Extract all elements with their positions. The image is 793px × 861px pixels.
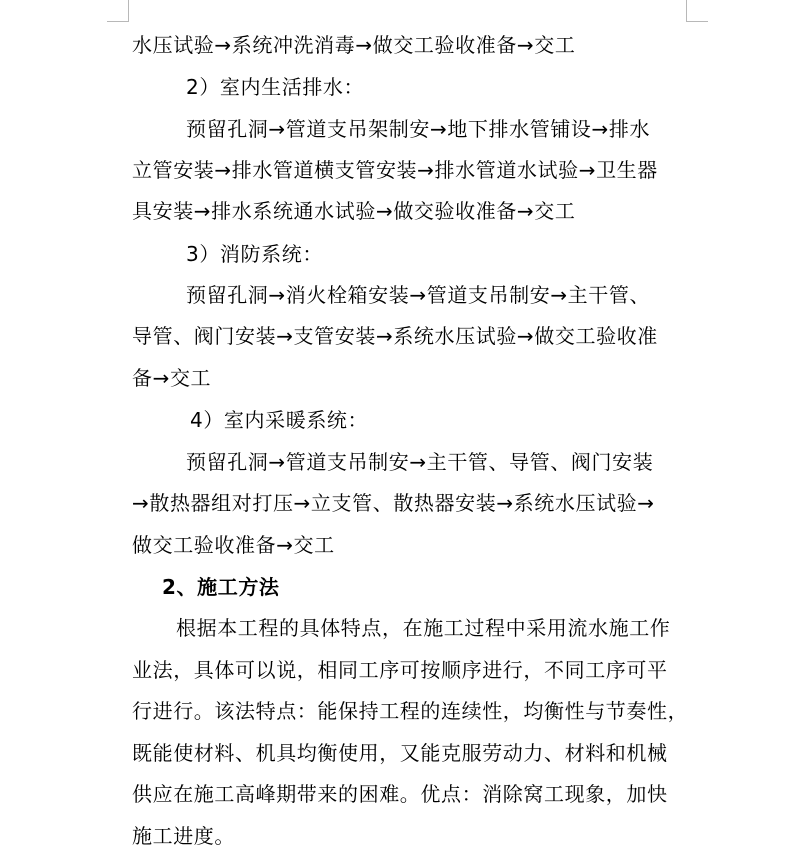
subheading-indoor-drainage: 2）室内生活排水： bbox=[186, 75, 365, 99]
paragraph-line: 业法，具体可以说，相同工序可按顺序进行，不同工序可平 bbox=[132, 658, 668, 682]
paragraph-line: 施工进度。 bbox=[132, 824, 235, 848]
paragraph-line: 预留孔洞→管道支吊架制安→地下排水管铺设→排水 bbox=[186, 117, 651, 141]
crop-mark-top-left-horizontal bbox=[107, 21, 129, 22]
crop-mark-top-right-vertical bbox=[686, 0, 687, 22]
paragraph-line: 立管安装→排水管道横支管安装→排水管道水试验→卫生器 bbox=[132, 158, 658, 182]
paragraph-line: 根据本工程的具体特点，在施工过程中采用流水施工作 bbox=[176, 616, 671, 640]
paragraph-line: 预留孔洞→管道支吊制安→主干管、导管、阀门安装 bbox=[186, 450, 654, 474]
section-heading-construction-method: 2、施工方法 bbox=[162, 575, 280, 599]
paragraph-line: 具安装→排水系统通水试验→做交验收准备→交工 bbox=[132, 199, 576, 223]
subheading-indoor-heating: 4）室内采暖系统： bbox=[190, 408, 369, 432]
paragraph-line: 导管、阀门安装→支管安装→系统水压试验→做交工验收准 bbox=[132, 324, 658, 348]
crop-mark-top-right-horizontal bbox=[686, 21, 708, 22]
paragraph-line: 水压试验→系统冲洗消毒→做交工验收准备→交工 bbox=[132, 33, 576, 57]
paragraph-line: 做交工验收准备→交工 bbox=[132, 533, 335, 557]
paragraph-line: →散热器组对打压→立支管、散热器安装→系统水压试验→ bbox=[132, 491, 655, 515]
paragraph-line: 备→交工 bbox=[132, 366, 212, 390]
paragraph-line: 供应在施工高峰期带来的困难。优点：消除窝工现象，加快 bbox=[132, 782, 668, 806]
subheading-fire-protection: 3）消防系统： bbox=[186, 242, 323, 266]
crop-mark-top-left-vertical bbox=[128, 0, 129, 22]
paragraph-line: 预留孔洞→消火栓箱安装→管道支吊制安→主干管、 bbox=[186, 283, 651, 307]
paragraph-line: 行进行。该法特点：能保持工程的连续性，均衡性与节奏性， bbox=[132, 699, 689, 723]
paragraph-line: 既能使材料、机具均衡使用，又能克服劳动力、材料和机械 bbox=[132, 741, 668, 765]
